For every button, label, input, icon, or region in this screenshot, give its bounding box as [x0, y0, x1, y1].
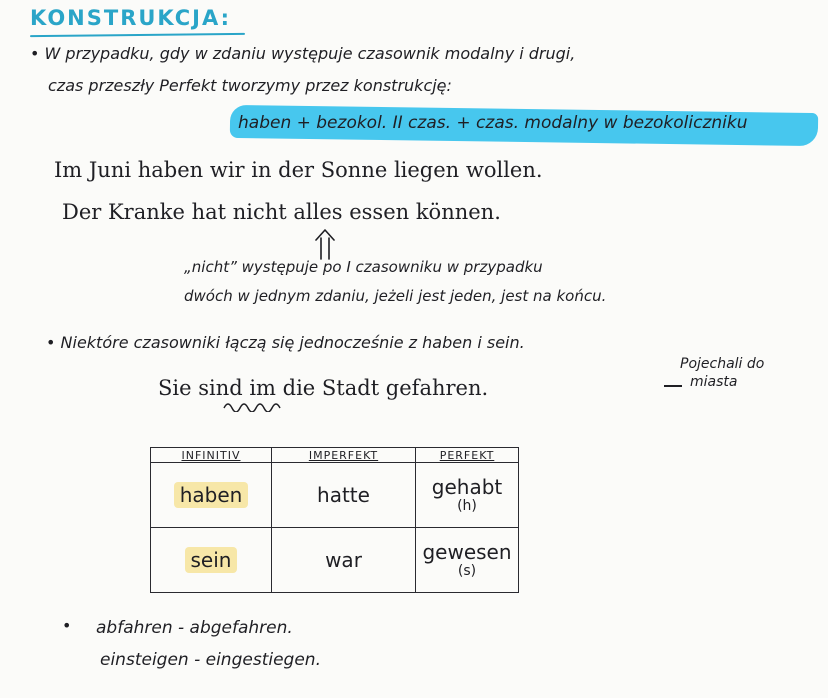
perfekt-value: gehabt [431, 475, 503, 499]
cell-perfekt [416, 463, 519, 528]
bottom-line-1: abfahren - abgefahren. [96, 618, 293, 638]
page-title: KONSTRUKCJA: [30, 6, 232, 30]
translation-line-2: miasta [690, 374, 738, 390]
infinitiv-value: haben [174, 482, 249, 508]
cell-imperfekt: hatte [272, 463, 416, 528]
example-sentence-1: Im Juni haben wir in der Sonne liegen wollen. [54, 158, 543, 182]
translation-line-1: Pojechali do [680, 356, 765, 372]
example-sentence-2: Der Kranke hat nicht alles essen können. [62, 200, 501, 224]
auxiliary-marker: (s) [457, 563, 477, 579]
cell-infinitiv [151, 463, 272, 528]
bottom-line-2: einsteigen - eingestiegen. [100, 650, 321, 670]
verb-table [150, 447, 519, 593]
nicht-note-line-2: dwóch w jednym zdaniu, jeżeli jest jeden, jest na końcu. [184, 287, 607, 305]
note-2: • Niektóre czasowniki łączą się jednocześnie z haben i sein. [46, 333, 525, 352]
up-arrow-icon [314, 228, 336, 260]
auxiliary-marker: (h) [457, 498, 477, 514]
infinitiv-value: sein [185, 547, 238, 573]
header-infinitiv: INFINITIV [151, 448, 272, 463]
cell-perfekt [416, 528, 519, 593]
table-row [151, 463, 519, 528]
header-perfekt: PERFEKT [416, 448, 519, 463]
table-row [151, 528, 519, 593]
cell-infinitiv [151, 528, 272, 593]
nicht-note-line-1: „nicht” występuje po I czasowniku w przypadku [184, 258, 543, 276]
note-1-line-2: czas przeszły Perfekt tworzymy przez konstrukcję: [48, 76, 452, 95]
header-imperfekt: IMPERFEKT [272, 448, 416, 463]
example-sentence-3: Sie sind im die Stadt gefahren. [158, 376, 489, 400]
bottom-bullet: • [62, 616, 72, 635]
note-1-line-1: • W przypadku, gdy w zdaniu występuje czasownik modalny i drugi, [30, 44, 576, 63]
construction-formula: haben + bezokol. II czas. + czas. modalny w bezokoliczniku [238, 113, 748, 133]
cell-imperfekt: war [272, 528, 416, 593]
title-underline [30, 33, 245, 37]
perfekt-value: gewesen [422, 540, 512, 564]
dash-mark [664, 385, 682, 387]
squiggle-underline [222, 398, 284, 412]
